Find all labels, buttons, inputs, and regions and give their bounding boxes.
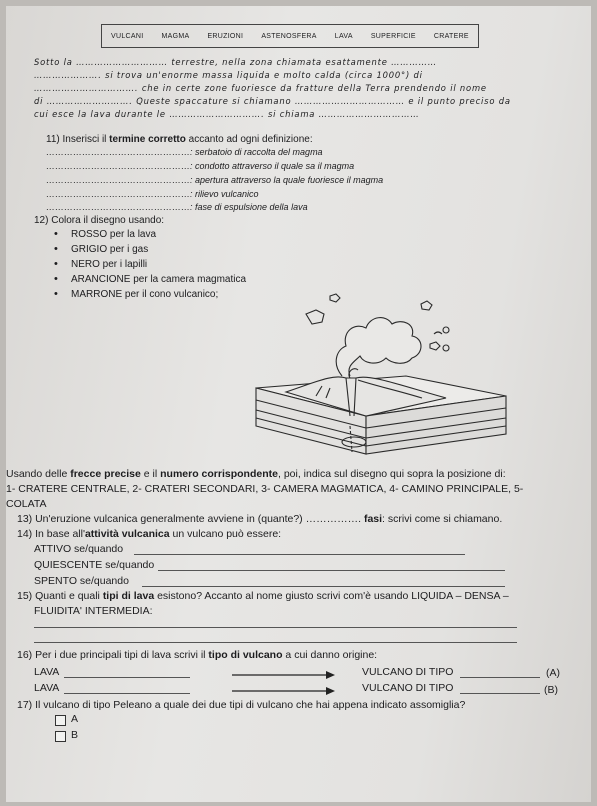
color-item: • ROSSO per la lava [71, 229, 156, 240]
question-17: 17) Il vulcano di tipo Peleano a quale dei due tipi di vulcano che hai appena indicato assomiglia? [17, 699, 466, 711]
word-bank-item: LAVA [334, 32, 353, 40]
cloze-line: cui esce la lava durante le …………………………. si chiama …………………………… [34, 109, 420, 119]
question-15-line2: FLUIDITA' INTERMEDIA: [34, 605, 153, 617]
activity-item: QUIESCENTE se/quando [34, 559, 155, 571]
question-14: 14) In base all'attività vulcanica un vulcano può essere: [17, 528, 282, 540]
cloze-line: ……………………………. che in certe zone fuoriesce da fratture della Terra prendendo il nome [34, 83, 487, 93]
definition-line: …………………………………………: fase di espulsione della lava [46, 202, 308, 212]
arrows-instruction-list: COLATA [6, 498, 47, 510]
definition-line: …………………………………………: serbatoio di raccolta del magma [46, 147, 323, 157]
worksheet-page [6, 6, 591, 802]
word-bank-item: ASTENOSFERA [261, 32, 317, 40]
word-bank-item: SUPERFICIE [370, 32, 416, 40]
cloze-line: …………………. si trova un'enorme massa liquida e molto calda (circa 1000°) di [34, 70, 423, 80]
answer-line[interactable] [142, 586, 505, 587]
answer-line[interactable] [34, 642, 517, 643]
answer-line[interactable] [460, 677, 540, 678]
answer-line[interactable] [158, 570, 505, 571]
option-b-label: B [71, 729, 79, 741]
option-a-label: A [71, 713, 79, 725]
word-bank [101, 24, 479, 48]
lava-label: LAVA [34, 682, 60, 694]
question-16: 16) Per i due principali tipi di lava scrivi il tipo di vulcano a cui danno origine: [17, 649, 378, 661]
answer-line[interactable] [64, 693, 190, 694]
word-bank-item: MAGMA [161, 32, 190, 40]
answer-line[interactable] [460, 693, 540, 694]
arrow-right-icon [232, 670, 336, 680]
arrows-instruction: Usando delle frecce precise e il numero corrispondente, poi, indica sul disegno qui sopra la posizione di: [6, 468, 506, 480]
cloze-line: Sotto la ………………………… terrestre, nella zona chiamata esattamente …………… [34, 57, 437, 67]
word-bank-item: CRATERE [433, 32, 469, 40]
volcano-type-label: VULCANO DI TIPO [362, 666, 454, 678]
answer-line[interactable] [64, 677, 190, 678]
word-bank-item: ERUZIONI [207, 32, 244, 40]
definition-line: …………………………………………: rilievo vulcanico [46, 189, 259, 199]
word-bank-item: VULCANI [111, 32, 144, 40]
definition-line: …………………………………………: condotto attraverso il quale sa il magma [46, 161, 355, 171]
question-12: 12) Colora il disegno usando: [34, 215, 165, 226]
volcano-type-tag: (A) [546, 667, 560, 679]
color-item: • ARANCIONE per la camera magmatica [71, 274, 246, 285]
definition-line: …………………………………………: apertura attraverso la quale fuoriesce il magma [46, 175, 384, 185]
activity-item: SPENTO se/quando [34, 575, 129, 587]
option-b-checkbox[interactable] [55, 731, 66, 742]
arrow-right-icon [232, 686, 336, 696]
volcano-drawing [246, 266, 546, 466]
color-item: • MARRONE per il cono vulcanico; [71, 289, 218, 300]
lava-label: LAVA [34, 666, 60, 678]
volcano-type-label: VULCANO DI TIPO [362, 682, 454, 694]
answer-line[interactable] [34, 627, 517, 628]
question-11: 11) Inserisci il termine corretto accanto ad ogni definizione: [46, 134, 313, 145]
color-item: • NERO per i lapilli [71, 259, 147, 270]
question-13: 13) Un'eruzione vulcanica generalmente avviene in (quante?) ……………. fasi: scrivi come si chiamano. [17, 513, 503, 525]
option-a-checkbox[interactable] [55, 715, 66, 726]
question-15: 15) Quanti e quali tipi di lava esistono? Accanto al nome giusto scrivi com'è usando LIQUIDA – DENSA – [17, 590, 509, 602]
volcano-type-tag: (B) [544, 684, 558, 696]
color-item: • GRIGIO per i gas [71, 244, 148, 255]
arrows-instruction-list: 1- CRATERE CENTRALE, 2- CRATERI SECONDARI, 3- CAMERA MAGMATICA, 4- CAMINO PRINCIPALE, 5- [6, 483, 524, 495]
activity-item: ATTIVO se/quando [34, 543, 124, 555]
answer-line[interactable] [134, 554, 465, 555]
cloze-line: di ………………………. Queste spaccature si chiamano ……………………………… e il punto preciso da [34, 96, 511, 106]
